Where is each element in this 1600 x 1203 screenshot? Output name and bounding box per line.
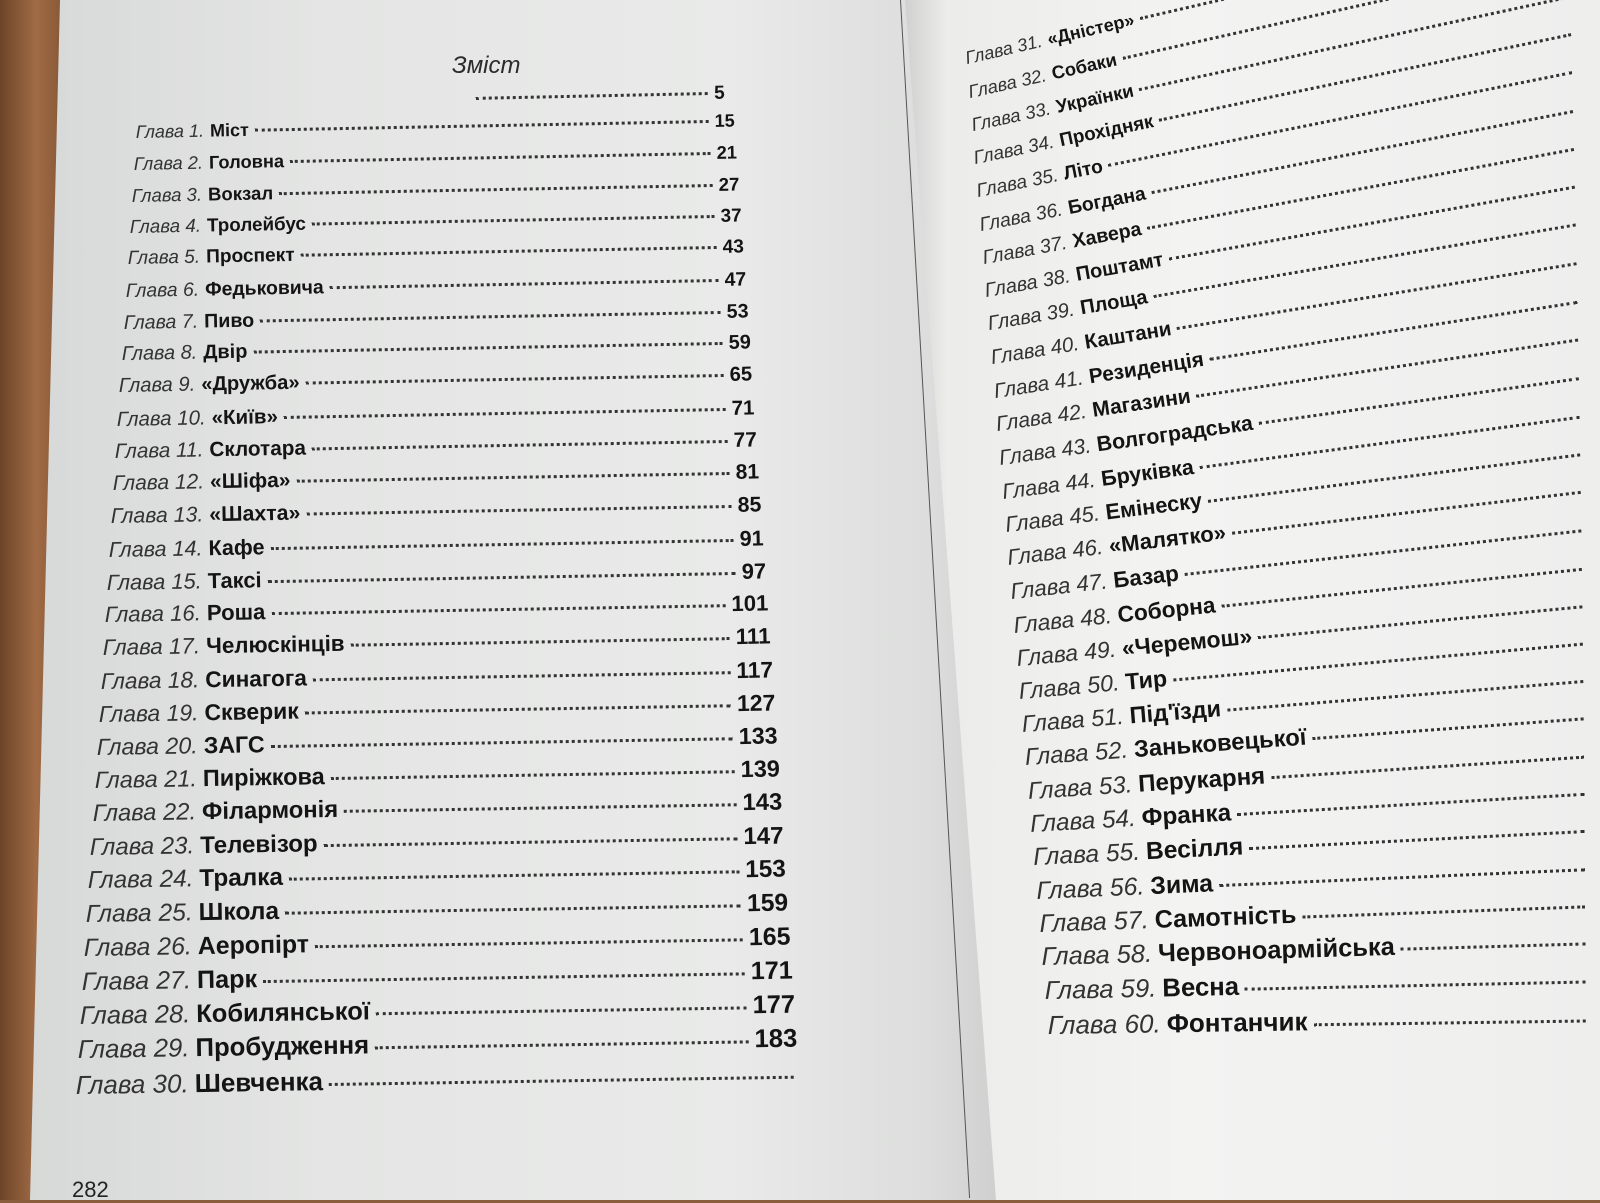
chapter-title: Червоноармійська (1158, 933, 1396, 969)
chapter-page: 133 (738, 722, 778, 750)
chapter-title: Синагога (204, 664, 307, 693)
dot-leader (1313, 1019, 1585, 1026)
dot-leader (312, 215, 715, 226)
chapter-number: Глава 37. (980, 231, 1069, 270)
dot-leader (300, 246, 716, 257)
chapter-page: 91 (739, 525, 765, 551)
chapter-number: Глава 20. (96, 732, 198, 760)
chapter-title: Тролейбус (206, 212, 306, 236)
dot-leader (306, 374, 724, 385)
chapter-number: Глава 30. (75, 1067, 189, 1100)
chapter-title: «Шахта» (209, 501, 301, 527)
chapter-number: Глава 43. (997, 433, 1093, 470)
dot-leader (253, 342, 722, 354)
chapter-page: 85 (737, 492, 762, 518)
chapter-number: Глава 33. (968, 97, 1053, 136)
chapter-page: 171 (750, 956, 794, 986)
dot-leader (375, 1040, 748, 1049)
chapter-page: 153 (745, 855, 787, 884)
chapter-title: Телевізор (200, 829, 319, 859)
dot-leader (344, 804, 736, 814)
chapter-title: Богдана (1065, 182, 1148, 219)
chapter-title: ЗАГС (203, 731, 265, 759)
chapter-number: Глава 4. (129, 214, 202, 238)
dot-leader (297, 472, 730, 483)
chapter-title: Резиденція (1086, 347, 1205, 388)
dot-leader (255, 120, 709, 132)
chapter-page: 147 (743, 822, 785, 850)
chapter-page: 37 (720, 204, 742, 227)
dot-leader (268, 572, 736, 583)
chapter-page: 143 (741, 788, 782, 817)
chapter-number: Глава 35. (974, 164, 1061, 202)
chapter-number: Глава 47. (1009, 568, 1109, 604)
chapter-page: 27 (718, 173, 740, 195)
dot-leader (329, 1075, 794, 1085)
chapter-title: Хавера (1070, 218, 1143, 253)
chapter-number: Глава 53. (1026, 770, 1133, 805)
chapter-title: Школа (198, 897, 280, 926)
chapter-title: Скверик (203, 697, 299, 725)
chapter-title: Проспект (205, 244, 295, 268)
chapter-number: Глава 49. (1015, 635, 1117, 671)
chapter-title: Кобилянської (196, 997, 371, 1028)
chapter-number: Глава 2. (133, 152, 204, 175)
dot-leader (1401, 943, 1585, 951)
chapter-number: Глава 13. (110, 502, 204, 529)
chapter-page: 139 (740, 755, 780, 783)
chapter-title: «Черемош» (1120, 622, 1253, 661)
chapter-title: Головна (208, 150, 285, 173)
chapter-title: Перукарня (1137, 762, 1266, 798)
chapter-title: Магазини (1091, 384, 1193, 422)
chapter-title: Весна (1162, 972, 1240, 1003)
chapter-number: Глава 44. (1000, 467, 1097, 505)
chapter-title: Кафе (208, 534, 265, 561)
dot-leader (1219, 868, 1585, 887)
chapter-title: Зима (1149, 869, 1214, 901)
chapter-title: Собаки (1049, 48, 1119, 84)
chapter-number: Глава 10. (116, 405, 207, 431)
chapter-title: Базар (1112, 560, 1181, 593)
chapter-page: 101 (731, 590, 769, 617)
chapter-page: 165 (748, 922, 791, 952)
chapter-title: Челюскінців (205, 630, 345, 659)
chapter-page: 59 (727, 331, 751, 355)
chapter-title: Волгоградська (1095, 410, 1255, 457)
chapter-number: Глава 50. (1018, 669, 1121, 705)
dot-leader (376, 1006, 747, 1015)
chapter-number: Глава 28. (79, 1000, 191, 1030)
chapter-title: Двір (202, 341, 248, 364)
chapter-title: Весілля (1145, 833, 1245, 866)
chapter-number: Глава 7. (123, 310, 198, 334)
dot-leader (289, 870, 739, 880)
chapter-title: Тир (1124, 665, 1169, 695)
chapter-number: Глава 29. (77, 1033, 190, 1064)
chapter-number: Глава 55. (1032, 838, 1141, 871)
chapter-title: Емінеску (1103, 487, 1204, 525)
chapter-page: 177 (752, 990, 796, 1020)
chapter-number: Глава 3. (131, 183, 203, 206)
chapter-title: Міст (209, 119, 249, 141)
chapter-number: Глава 41. (991, 366, 1085, 403)
chapter-number: Глава 6. (125, 278, 199, 302)
chapter-number: Глава 54. (1029, 804, 1137, 838)
chapter-number: Глава 25. (85, 898, 194, 928)
dot-leader (290, 152, 711, 163)
chapter-number: Глава 34. (971, 131, 1057, 169)
dot-leader (476, 92, 708, 100)
chapter-number: Глава 40. (988, 332, 1081, 370)
chapter-page: 159 (747, 889, 789, 917)
dot-leader (1302, 906, 1585, 919)
chapter-number: Глава 16. (104, 600, 202, 628)
dot-leader (285, 904, 741, 914)
chapter-number: Глава 24. (87, 865, 195, 895)
chapter-number: Глава 27. (81, 966, 192, 996)
dot-leader (271, 539, 734, 550)
chapter-title: Шевченка (194, 1065, 324, 1098)
chapter-page: 81 (735, 460, 760, 484)
chapter-title: Вокзал (207, 182, 274, 205)
chapter-number: Глава 19. (98, 699, 199, 727)
chapter-title: «Шіфа» (210, 468, 291, 494)
chapter-page: 77 (733, 428, 758, 452)
chapter-title: Бруківка (1099, 454, 1196, 492)
chapter-title: Пиріжкова (202, 763, 325, 792)
chapter-number: Глава 1. (135, 120, 205, 143)
chapter-title: Самотність (1153, 901, 1297, 935)
dot-leader (315, 939, 743, 949)
dot-leader (312, 440, 728, 450)
chapter-number: Глава 39. (986, 298, 1077, 336)
page-number: 282 (72, 1177, 109, 1202)
chapter-title: «Київ» (211, 404, 279, 429)
chapter-number: Глава 12. (112, 470, 205, 496)
chapter-number: Глава 5. (127, 246, 201, 269)
chapter-title: Тралка (199, 863, 284, 893)
chapter-page: 111 (735, 623, 771, 650)
dot-leader (350, 637, 729, 647)
chapter-title: «Малятко» (1107, 520, 1228, 559)
toc-title: Зміст (452, 52, 521, 79)
chapter-title: Парк (197, 965, 258, 995)
chapter-title: Каштани (1082, 317, 1173, 355)
chapter-title: Соборна (1116, 591, 1217, 628)
dot-leader (329, 279, 718, 289)
chapter-title: Літо (1061, 155, 1105, 185)
dot-leader (324, 837, 738, 847)
chapter-number: Глава 26. (83, 932, 193, 963)
chapter-title: «Дружба» (201, 372, 301, 396)
chapter-title: Аеропірт (197, 930, 310, 961)
chapter-number: Глава 14. (108, 535, 203, 562)
chapter-number: Глава 31. (963, 30, 1044, 69)
dot-leader (307, 505, 732, 516)
chapter-number: Глава 17. (102, 633, 201, 660)
dot-leader (260, 310, 721, 322)
dot-leader (263, 972, 745, 983)
chapter-number: Глава 22. (92, 798, 196, 828)
chapter-number: Глава 52. (1023, 737, 1129, 772)
chapter-number: Глава 8. (121, 342, 197, 366)
chapter-title: Поштамт (1074, 248, 1166, 287)
chapter-title: Заньковецької (1132, 724, 1308, 764)
chapter-page: 127 (736, 689, 776, 716)
chapter-title: Склотара (209, 436, 307, 462)
chapter-number: Глава 42. (994, 399, 1089, 436)
chapter-number: Глава 58. (1041, 940, 1153, 972)
chapter-title: Під'їзди (1128, 695, 1223, 729)
chapter-number: Глава 56. (1035, 872, 1145, 906)
chapter-number: Глава 51. (1021, 703, 1125, 738)
chapter-number: Глава 9. (119, 374, 196, 398)
chapter-page: 183 (754, 1024, 798, 1053)
dot-leader (304, 704, 730, 714)
chapter-number: Глава 57. (1038, 906, 1149, 939)
chapter-page: 117 (735, 656, 773, 683)
chapter-page: 71 (731, 395, 756, 420)
dot-leader (270, 737, 732, 748)
chapter-number: Глава 11. (114, 438, 204, 463)
chapter-number: Глава 38. (983, 265, 1073, 303)
chapter-number: Глава 48. (1012, 601, 1113, 638)
chapter-page: 21 (716, 141, 738, 164)
chapter-title: Площа (1078, 286, 1150, 320)
chapter-page: 53 (726, 299, 749, 323)
chapter-title: Прохідняк (1057, 110, 1156, 151)
chapter-number: Глава 32. (965, 64, 1048, 103)
chapter-title: Роша (206, 599, 266, 626)
dot-leader (313, 671, 731, 681)
chapter-number: Глава 45. (1003, 500, 1101, 538)
chapter-number: Глава 46. (1006, 534, 1105, 571)
dot-leader (279, 184, 713, 195)
chapter-title: Федьковича (204, 276, 324, 301)
chapter-number: Глава 36. (977, 198, 1065, 236)
chapter-page: 47 (724, 268, 747, 291)
chapter-number: Глава 60. (1047, 1008, 1161, 1040)
chapter-number: Глава 18. (100, 666, 200, 694)
chapter-page: 43 (722, 236, 744, 258)
chapter-title: Фонтанчик (1166, 1006, 1308, 1039)
chapter-number: Глава 59. (1044, 974, 1157, 1005)
dot-leader (284, 408, 726, 419)
chapter-page: 5 (713, 82, 725, 104)
chapter-title: Франка (1141, 799, 1233, 832)
chapter-number: Глава 23. (90, 831, 195, 861)
chapter-page: 97 (741, 557, 767, 584)
dot-leader (271, 604, 725, 615)
dot-leader (1245, 980, 1585, 990)
chapter-title: Пробудження (195, 1031, 370, 1062)
chapter-title: Філармонія (201, 796, 338, 826)
chapter-title: «Дністер» (1045, 9, 1137, 50)
chapter-title: Пиво (203, 309, 254, 333)
chapter-page: 65 (729, 363, 753, 387)
chapter-title: Таксі (207, 566, 262, 593)
chapter-page: 15 (714, 110, 735, 131)
chapter-number: Глава 21. (94, 765, 197, 794)
chapter-title: Українки (1053, 79, 1136, 118)
dot-leader (330, 770, 734, 780)
chapter-number: Глава 15. (106, 567, 202, 595)
